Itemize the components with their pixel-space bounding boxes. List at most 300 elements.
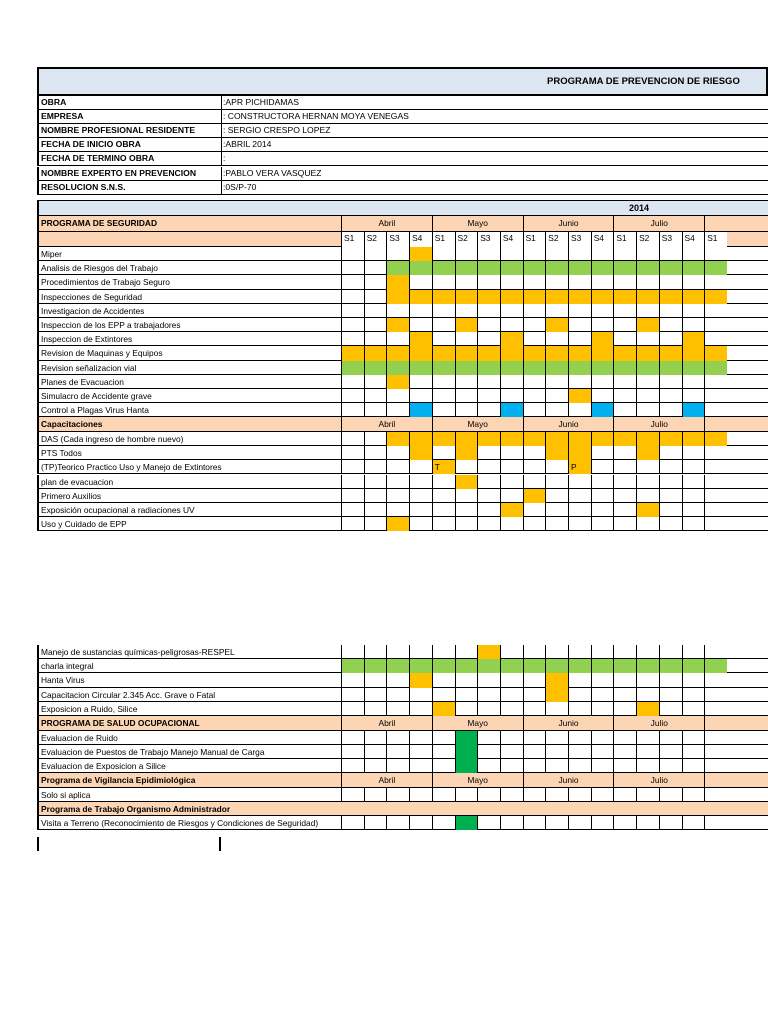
week-cell[interactable]	[568, 290, 591, 304]
week-cell[interactable]	[568, 745, 591, 759]
week-cell[interactable]	[364, 389, 387, 403]
week-cell[interactable]	[455, 346, 478, 360]
week-cell[interactable]	[682, 403, 705, 417]
week-cell[interactable]	[386, 446, 409, 460]
week-cell[interactable]	[409, 375, 432, 389]
week-cell[interactable]	[455, 389, 478, 403]
week-cell[interactable]	[591, 702, 614, 716]
week-cell[interactable]	[636, 446, 659, 460]
week-cell[interactable]	[455, 304, 478, 318]
week-cell[interactable]	[455, 403, 478, 417]
week-cell[interactable]	[341, 673, 364, 687]
week-cell[interactable]	[613, 432, 636, 446]
week-cell[interactable]	[523, 759, 546, 773]
week-cell[interactable]	[568, 446, 591, 460]
week-cell[interactable]	[364, 375, 387, 389]
week-cell[interactable]	[704, 375, 727, 389]
week-cell[interactable]	[568, 731, 591, 745]
week-cell[interactable]	[455, 290, 478, 304]
week-cell[interactable]	[386, 517, 409, 531]
week-cell[interactable]	[613, 645, 636, 659]
week-cell[interactable]	[341, 475, 364, 489]
week-cell[interactable]	[568, 247, 591, 261]
week-cell[interactable]	[682, 745, 705, 759]
week-cell[interactable]	[591, 318, 614, 332]
week-cell[interactable]	[364, 275, 387, 289]
week-cell[interactable]	[386, 659, 409, 673]
week-cell[interactable]	[545, 745, 568, 759]
week-cell[interactable]	[636, 261, 659, 275]
week-cell[interactable]	[523, 688, 546, 702]
week-cell[interactable]	[613, 389, 636, 403]
week-cell[interactable]	[704, 261, 727, 275]
week-cell[interactable]	[409, 688, 432, 702]
week-cell[interactable]	[568, 688, 591, 702]
week-cell[interactable]	[613, 731, 636, 745]
week-cell[interactable]	[341, 759, 364, 773]
week-cell[interactable]	[500, 702, 523, 716]
week-cell[interactable]	[364, 816, 387, 830]
week-cell[interactable]	[500, 247, 523, 261]
week-cell[interactable]	[659, 332, 682, 346]
week-cell[interactable]	[477, 688, 500, 702]
week-cell[interactable]	[704, 816, 727, 830]
week-cell[interactable]	[455, 275, 478, 289]
week-cell[interactable]	[682, 460, 705, 474]
week-cell[interactable]	[568, 702, 591, 716]
week-cell[interactable]	[591, 659, 614, 673]
week-cell[interactable]	[386, 389, 409, 403]
week-cell[interactable]	[341, 645, 364, 659]
week-cell[interactable]	[659, 290, 682, 304]
week-cell[interactable]	[477, 503, 500, 517]
week-cell[interactable]	[409, 275, 432, 289]
week-cell[interactable]	[364, 361, 387, 375]
week-cell[interactable]	[409, 731, 432, 745]
week-cell[interactable]	[704, 673, 727, 687]
week-cell[interactable]	[613, 489, 636, 503]
week-cell[interactable]	[477, 247, 500, 261]
week-cell[interactable]	[386, 346, 409, 360]
week-cell[interactable]	[636, 460, 659, 474]
week-cell[interactable]	[591, 247, 614, 261]
week-cell[interactable]	[682, 290, 705, 304]
week-cell[interactable]	[545, 702, 568, 716]
week-cell[interactable]	[455, 788, 478, 802]
week-cell[interactable]	[591, 332, 614, 346]
week-cell[interactable]	[613, 261, 636, 275]
week-cell[interactable]	[523, 361, 546, 375]
week-cell[interactable]	[659, 403, 682, 417]
week-cell[interactable]	[591, 731, 614, 745]
week-cell[interactable]	[432, 731, 455, 745]
week-cell[interactable]	[591, 788, 614, 802]
week-cell[interactable]	[523, 304, 546, 318]
week-cell[interactable]	[500, 275, 523, 289]
week-cell[interactable]	[545, 659, 568, 673]
week-cell[interactable]	[636, 403, 659, 417]
week-cell[interactable]	[477, 432, 500, 446]
week-cell[interactable]	[659, 489, 682, 503]
week-cell[interactable]	[477, 745, 500, 759]
week-cell[interactable]	[568, 673, 591, 687]
week-cell[interactable]	[568, 475, 591, 489]
week-cell[interactable]	[704, 489, 727, 503]
week-cell[interactable]	[682, 673, 705, 687]
week-cell[interactable]	[500, 375, 523, 389]
week-cell[interactable]	[386, 247, 409, 261]
week-cell[interactable]	[409, 432, 432, 446]
week-cell[interactable]	[409, 645, 432, 659]
week-cell[interactable]	[455, 375, 478, 389]
week-cell[interactable]	[523, 290, 546, 304]
week-cell[interactable]	[591, 460, 614, 474]
week-cell[interactable]	[613, 460, 636, 474]
week-cell[interactable]	[704, 346, 727, 360]
week-cell[interactable]	[386, 645, 409, 659]
week-cell[interactable]	[386, 673, 409, 687]
week-cell[interactable]	[341, 702, 364, 716]
week-cell[interactable]	[477, 261, 500, 275]
week-cell[interactable]	[613, 673, 636, 687]
week-cell[interactable]	[500, 475, 523, 489]
week-cell[interactable]	[704, 688, 727, 702]
week-cell[interactable]	[659, 446, 682, 460]
week-cell[interactable]	[477, 645, 500, 659]
week-cell[interactable]	[386, 304, 409, 318]
week-cell[interactable]	[341, 788, 364, 802]
week-cell[interactable]	[432, 503, 455, 517]
week-cell[interactable]	[455, 432, 478, 446]
week-cell[interactable]	[682, 446, 705, 460]
week-cell[interactable]	[386, 403, 409, 417]
week-cell[interactable]	[523, 517, 546, 531]
week-cell[interactable]	[682, 247, 705, 261]
week-cell[interactable]	[409, 290, 432, 304]
week-cell[interactable]	[704, 517, 727, 531]
week-cell[interactable]	[341, 275, 364, 289]
week-cell[interactable]	[364, 688, 387, 702]
week-cell[interactable]	[477, 731, 500, 745]
week-cell[interactable]	[545, 503, 568, 517]
week-cell[interactable]	[477, 475, 500, 489]
week-cell[interactable]	[432, 745, 455, 759]
week-cell[interactable]	[682, 261, 705, 275]
week-cell[interactable]	[636, 275, 659, 289]
week-cell[interactable]	[704, 645, 727, 659]
week-cell[interactable]	[386, 261, 409, 275]
week-cell[interactable]	[568, 332, 591, 346]
week-cell[interactable]	[591, 745, 614, 759]
week-cell[interactable]	[636, 645, 659, 659]
week-cell[interactable]	[636, 489, 659, 503]
week-cell[interactable]	[409, 659, 432, 673]
week-cell[interactable]	[568, 503, 591, 517]
week-cell[interactable]	[432, 389, 455, 403]
week-cell[interactable]	[432, 816, 455, 830]
week-cell[interactable]	[636, 389, 659, 403]
week-cell[interactable]	[500, 759, 523, 773]
week-cell[interactable]	[364, 659, 387, 673]
week-cell[interactable]	[477, 659, 500, 673]
week-cell[interactable]	[545, 475, 568, 489]
week-cell[interactable]	[455, 759, 478, 773]
week-cell[interactable]	[432, 247, 455, 261]
week-cell[interactable]	[341, 460, 364, 474]
week-cell[interactable]	[409, 788, 432, 802]
week-cell[interactable]	[386, 318, 409, 332]
week-cell[interactable]	[341, 688, 364, 702]
week-cell[interactable]	[704, 702, 727, 716]
week-cell[interactable]	[477, 759, 500, 773]
week-cell[interactable]	[341, 446, 364, 460]
week-cell[interactable]	[568, 389, 591, 403]
week-cell[interactable]	[500, 659, 523, 673]
week-cell[interactable]	[704, 745, 727, 759]
week-cell[interactable]	[500, 304, 523, 318]
week-cell[interactable]	[636, 688, 659, 702]
week-cell[interactable]	[591, 275, 614, 289]
week-cell[interactable]	[613, 318, 636, 332]
week-cell[interactable]	[455, 702, 478, 716]
week-cell[interactable]	[409, 247, 432, 261]
week-cell[interactable]	[591, 361, 614, 375]
week-cell[interactable]	[591, 304, 614, 318]
week-cell[interactable]	[500, 673, 523, 687]
week-cell[interactable]	[613, 788, 636, 802]
week-cell[interactable]	[432, 318, 455, 332]
week-cell[interactable]	[523, 375, 546, 389]
week-cell[interactable]	[704, 432, 727, 446]
week-cell[interactable]	[682, 332, 705, 346]
week-cell[interactable]	[341, 304, 364, 318]
week-cell[interactable]	[341, 489, 364, 503]
week-cell[interactable]	[613, 745, 636, 759]
week-cell[interactable]	[613, 290, 636, 304]
week-cell[interactable]	[545, 446, 568, 460]
week-cell[interactable]	[523, 673, 546, 687]
week-cell[interactable]	[432, 361, 455, 375]
week-cell[interactable]	[591, 503, 614, 517]
week-cell[interactable]	[500, 332, 523, 346]
week-cell[interactable]	[659, 304, 682, 318]
week-cell[interactable]	[659, 645, 682, 659]
week-cell[interactable]	[409, 517, 432, 531]
week-cell[interactable]	[409, 745, 432, 759]
week-cell[interactable]	[682, 489, 705, 503]
week-cell[interactable]	[477, 788, 500, 802]
week-cell[interactable]	[659, 517, 682, 531]
week-cell[interactable]	[364, 446, 387, 460]
week-cell[interactable]	[341, 517, 364, 531]
week-cell[interactable]	[704, 304, 727, 318]
week-cell[interactable]	[477, 673, 500, 687]
week-cell[interactable]	[341, 816, 364, 830]
week-cell[interactable]	[659, 375, 682, 389]
week-cell[interactable]	[613, 759, 636, 773]
week-cell[interactable]	[523, 645, 546, 659]
week-cell[interactable]	[500, 446, 523, 460]
week-cell[interactable]	[364, 247, 387, 261]
week-cell[interactable]	[568, 659, 591, 673]
week-cell[interactable]	[659, 659, 682, 673]
week-cell[interactable]	[523, 332, 546, 346]
week-cell[interactable]	[682, 346, 705, 360]
week-cell[interactable]	[591, 346, 614, 360]
week-cell[interactable]	[613, 361, 636, 375]
week-cell[interactable]	[636, 375, 659, 389]
week-cell[interactable]	[341, 745, 364, 759]
week-cell[interactable]	[613, 688, 636, 702]
week-cell[interactable]	[455, 460, 478, 474]
week-cell[interactable]	[523, 446, 546, 460]
week-cell[interactable]	[568, 645, 591, 659]
week-cell[interactable]	[341, 318, 364, 332]
week-cell[interactable]	[523, 403, 546, 417]
week-cell[interactable]	[364, 645, 387, 659]
week-cell[interactable]	[545, 432, 568, 446]
week-cell[interactable]	[591, 389, 614, 403]
week-cell[interactable]	[591, 375, 614, 389]
week-cell[interactable]	[523, 247, 546, 261]
week-cell[interactable]	[364, 304, 387, 318]
week-cell[interactable]	[500, 731, 523, 745]
week-cell[interactable]	[364, 788, 387, 802]
week-cell[interactable]	[455, 247, 478, 261]
week-cell[interactable]	[682, 702, 705, 716]
week-cell[interactable]	[386, 489, 409, 503]
week-cell[interactable]	[704, 446, 727, 460]
week-cell[interactable]	[636, 659, 659, 673]
week-cell[interactable]	[409, 673, 432, 687]
week-cell[interactable]	[500, 745, 523, 759]
week-cell[interactable]	[523, 489, 546, 503]
week-cell[interactable]	[432, 702, 455, 716]
week-cell[interactable]	[477, 816, 500, 830]
week-cell[interactable]	[682, 503, 705, 517]
week-cell[interactable]	[432, 275, 455, 289]
week-cell[interactable]	[477, 446, 500, 460]
week-cell[interactable]	[636, 731, 659, 745]
week-cell[interactable]	[704, 403, 727, 417]
week-cell[interactable]	[386, 688, 409, 702]
week-cell[interactable]	[477, 403, 500, 417]
week-cell[interactable]	[409, 361, 432, 375]
week-cell[interactable]	[432, 375, 455, 389]
week-cell[interactable]	[545, 460, 568, 474]
week-cell[interactable]	[477, 346, 500, 360]
week-cell[interactable]	[636, 816, 659, 830]
week-cell[interactable]	[613, 503, 636, 517]
week-cell[interactable]	[591, 517, 614, 531]
week-cell[interactable]	[341, 247, 364, 261]
week-cell[interactable]	[613, 275, 636, 289]
week-cell[interactable]	[523, 503, 546, 517]
week-cell[interactable]	[523, 432, 546, 446]
week-cell[interactable]	[568, 460, 591, 474]
week-cell[interactable]	[613, 304, 636, 318]
week-cell[interactable]	[591, 489, 614, 503]
week-cell[interactable]	[613, 517, 636, 531]
week-cell[interactable]	[364, 745, 387, 759]
week-cell[interactable]	[591, 673, 614, 687]
week-cell[interactable]	[682, 517, 705, 531]
week-cell[interactable]	[591, 403, 614, 417]
week-cell[interactable]	[409, 475, 432, 489]
week-cell[interactable]	[500, 816, 523, 830]
week-cell[interactable]	[432, 446, 455, 460]
week-cell[interactable]	[636, 702, 659, 716]
week-cell[interactable]	[364, 332, 387, 346]
week-cell[interactable]	[682, 304, 705, 318]
week-cell[interactable]	[704, 290, 727, 304]
week-cell[interactable]	[409, 446, 432, 460]
week-cell[interactable]	[682, 318, 705, 332]
week-cell[interactable]	[636, 788, 659, 802]
week-cell[interactable]	[455, 318, 478, 332]
week-cell[interactable]	[545, 688, 568, 702]
week-cell[interactable]	[409, 304, 432, 318]
week-cell[interactable]	[364, 731, 387, 745]
week-cell[interactable]	[568, 517, 591, 531]
week-cell[interactable]	[477, 361, 500, 375]
week-cell[interactable]	[659, 788, 682, 802]
week-cell[interactable]	[568, 304, 591, 318]
week-cell[interactable]	[477, 460, 500, 474]
week-cell[interactable]	[613, 446, 636, 460]
week-cell[interactable]	[636, 475, 659, 489]
week-cell[interactable]	[409, 759, 432, 773]
week-cell[interactable]	[682, 275, 705, 289]
week-cell[interactable]	[432, 432, 455, 446]
week-cell[interactable]	[386, 731, 409, 745]
week-cell[interactable]	[704, 275, 727, 289]
week-cell[interactable]	[591, 446, 614, 460]
week-cell[interactable]	[364, 290, 387, 304]
week-cell[interactable]	[545, 645, 568, 659]
week-cell[interactable]	[568, 403, 591, 417]
week-cell[interactable]	[409, 389, 432, 403]
week-cell[interactable]	[364, 432, 387, 446]
week-cell[interactable]	[568, 759, 591, 773]
week-cell[interactable]	[682, 788, 705, 802]
week-cell[interactable]	[409, 816, 432, 830]
week-cell[interactable]	[659, 460, 682, 474]
week-cell[interactable]	[545, 261, 568, 275]
week-cell[interactable]	[477, 375, 500, 389]
week-cell[interactable]	[591, 475, 614, 489]
week-cell[interactable]	[682, 759, 705, 773]
week-cell[interactable]	[613, 247, 636, 261]
week-cell[interactable]	[341, 375, 364, 389]
week-cell[interactable]	[386, 503, 409, 517]
week-cell[interactable]	[341, 332, 364, 346]
week-cell[interactable]	[364, 318, 387, 332]
week-cell[interactable]	[455, 745, 478, 759]
week-cell[interactable]	[409, 503, 432, 517]
week-cell[interactable]	[432, 645, 455, 659]
week-cell[interactable]	[409, 261, 432, 275]
week-cell[interactable]	[704, 361, 727, 375]
week-cell[interactable]	[682, 389, 705, 403]
week-cell[interactable]	[545, 759, 568, 773]
week-cell[interactable]	[659, 759, 682, 773]
week-cell[interactable]	[455, 332, 478, 346]
week-cell[interactable]	[500, 403, 523, 417]
week-cell[interactable]	[545, 361, 568, 375]
week-cell[interactable]	[386, 332, 409, 346]
week-cell[interactable]	[545, 389, 568, 403]
